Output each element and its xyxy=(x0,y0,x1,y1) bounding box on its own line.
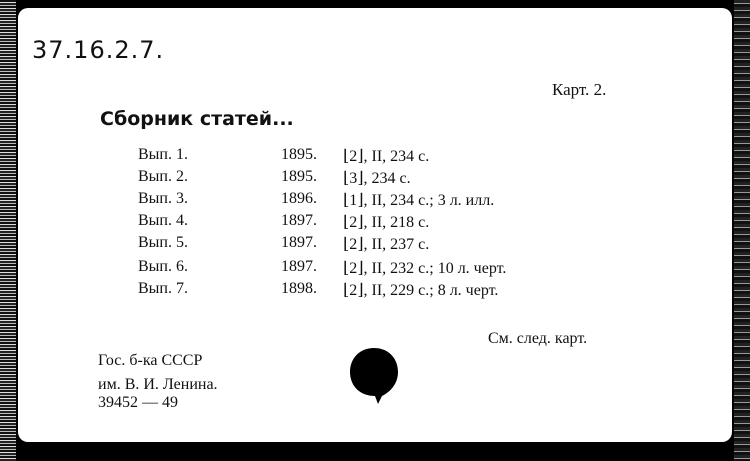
issue-row xyxy=(18,234,732,256)
issue-number: Вып. 7. xyxy=(138,280,188,297)
issue-year: 1897. xyxy=(281,258,317,275)
issue-number: Вып. 2. xyxy=(138,168,188,185)
issue-description: ⌊2⌋, II, 237 с. xyxy=(343,236,430,253)
issue-year: 1895. xyxy=(281,146,317,163)
issue-description: ⌊2⌋, II, 232 с.; 10 л. черт. xyxy=(343,260,507,277)
issue-row xyxy=(18,146,732,168)
issue-row xyxy=(18,190,732,212)
scan-left-edge xyxy=(0,0,16,461)
issue-row xyxy=(18,212,732,234)
issue-year: 1895. xyxy=(281,168,317,185)
shelf-mark: 37.16.2.7. xyxy=(32,36,165,64)
library-dedication: им. В. И. Ленина. xyxy=(98,376,218,393)
issue-year: 1896. xyxy=(281,190,317,207)
collection-title: Сборник статей... xyxy=(100,108,294,130)
see-next-card-note: См. след. карт. xyxy=(488,330,588,347)
issue-year: 1898. xyxy=(281,280,317,297)
scan-right-edge xyxy=(734,0,750,461)
library-name: Гос. б-ка СССР xyxy=(98,352,203,369)
ink-blot-icon xyxy=(348,346,400,406)
issue-description: ⌊3⌋, 234 с. xyxy=(343,170,411,187)
issue-number: Вып. 5. xyxy=(138,234,188,251)
issue-number: Вып. 3. xyxy=(138,190,188,207)
issue-number: Вып. 1. xyxy=(138,146,188,163)
library-order-number: 39452 — 49 xyxy=(98,394,178,411)
issue-year: 1897. xyxy=(281,234,317,251)
issue-row xyxy=(18,280,732,302)
catalog-card xyxy=(18,8,732,442)
card-number: Карт. 2. xyxy=(552,80,607,99)
issue-description: ⌊2⌋, II, 234 с. xyxy=(343,148,430,165)
issue-year: 1897. xyxy=(281,212,317,229)
issue-number: Вып. 4. xyxy=(138,212,188,229)
issue-row xyxy=(18,258,732,280)
issue-description: ⌊1⌋, II, 234 с.; 3 л. илл. xyxy=(343,192,495,209)
issue-row xyxy=(18,168,732,190)
issue-description: ⌊2⌋, II, 218 с. xyxy=(343,214,430,231)
issue-description: ⌊2⌋, II, 229 с.; 8 л. черт. xyxy=(343,282,499,299)
issue-number: Вып. 6. xyxy=(138,258,188,275)
